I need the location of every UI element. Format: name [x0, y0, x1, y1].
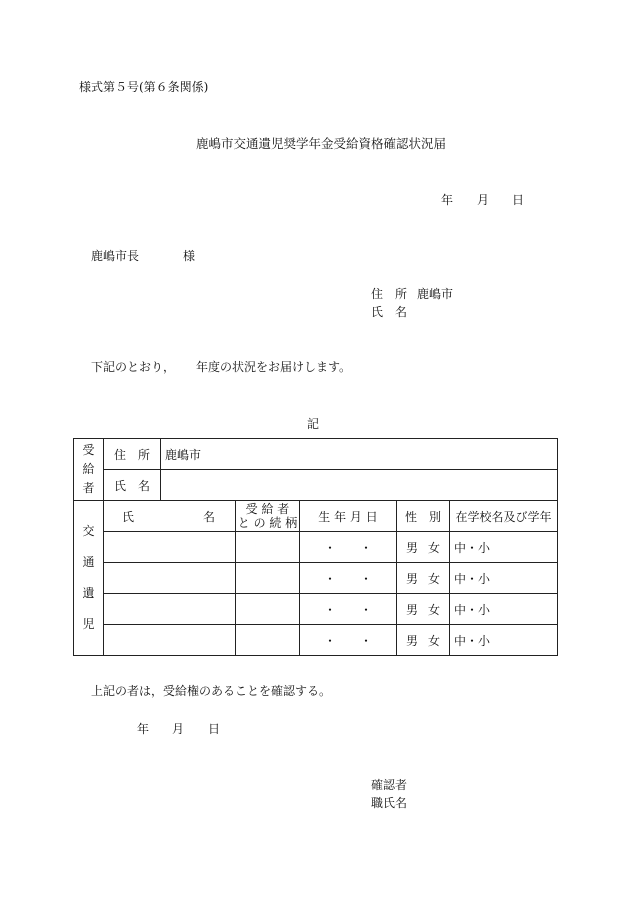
date-month-label: 月 — [477, 193, 490, 207]
child-header-char: 遺 — [82, 586, 95, 600]
table-row — [74, 625, 558, 656]
child-school-cell: 中・小 — [450, 625, 558, 656]
table-row — [74, 594, 558, 625]
addressee-honorific: 様 — [183, 249, 196, 263]
col-name-right: 名 — [202, 509, 215, 524]
col-school-header: 在学校名及び学年 — [450, 501, 558, 532]
birth-dot: ・ — [359, 571, 372, 586]
child-header-char: 児 — [82, 617, 95, 631]
recipient-header-char: 受 — [82, 443, 95, 457]
child-gender-cell — [397, 563, 450, 594]
birth-dot: ・ — [359, 602, 372, 617]
child-name-cell — [104, 625, 236, 656]
form-number: 様式第５号(第６条関係) — [79, 80, 209, 94]
child-name-cell — [104, 532, 236, 563]
confirmation-text: 上記の者は，受給権のあることを確認する。 — [91, 684, 332, 698]
child-relation-cell — [236, 563, 300, 594]
applicant-address-value: 鹿嶋市 — [417, 287, 454, 301]
gender-female: 女 — [427, 571, 440, 586]
recipient-header-char: 者 — [82, 481, 95, 495]
gender-female: 女 — [427, 602, 440, 617]
ki-label: 記 — [307, 417, 320, 431]
intro-suffix: 年度の状況をお届けします。 — [196, 360, 352, 374]
child-birth-cell — [300, 625, 397, 656]
child-header — [74, 501, 104, 656]
child-school-cell: 中・小 — [450, 563, 558, 594]
intro-prefix: 下記のとおり， — [91, 360, 176, 374]
gender-male: 男 — [405, 571, 418, 586]
recipient-name-value — [161, 470, 558, 501]
birth-dot: ・ — [359, 540, 372, 555]
confirm-date-year: 年 — [137, 722, 150, 736]
child-header-char: 交 — [82, 524, 95, 538]
child-gender-cell — [397, 594, 450, 625]
recipient-header — [74, 439, 104, 501]
title-name-label: 職氏名 — [371, 796, 408, 810]
col-relation-line2: と の 続 柄 — [237, 516, 298, 530]
confirm-date-day: 日 — [208, 722, 221, 736]
child-birth-cell — [300, 594, 397, 625]
birth-dot: ・ — [323, 540, 336, 555]
child-school-cell: 中・小 — [450, 532, 558, 563]
child-gender-cell — [397, 532, 450, 563]
applicant-address-label: 住 所 — [371, 287, 408, 301]
col-relation-line1: 受 給 者 — [245, 502, 290, 516]
page-title: 鹿嶋市交通遺児奨学年金受給資格確認状況届 — [196, 136, 447, 151]
col-relation-header — [236, 501, 300, 532]
child-gender-cell — [397, 625, 450, 656]
child-relation-cell — [236, 625, 300, 656]
child-header-char: 通 — [82, 555, 95, 569]
table-row — [74, 563, 558, 594]
confirm-date-month: 月 — [172, 722, 185, 736]
addressee-name: 鹿嶋市長 — [91, 249, 140, 263]
gender-male: 男 — [405, 602, 418, 617]
child-school-cell: 中・小 — [450, 594, 558, 625]
child-relation-cell — [236, 532, 300, 563]
child-name-cell — [104, 563, 236, 594]
col-birth-header: 生 年 月 日 — [300, 501, 397, 532]
child-birth-cell — [300, 532, 397, 563]
col-gender-header: 性 別 — [397, 501, 450, 532]
table-row — [74, 532, 558, 563]
child-birth-cell — [300, 563, 397, 594]
recipient-header-char: 給 — [82, 462, 95, 476]
child-name-cell — [104, 594, 236, 625]
gender-male: 男 — [405, 633, 418, 648]
date-day-label: 日 — [512, 193, 525, 207]
recipient-name-label: 氏 名 — [104, 470, 161, 501]
col-name-left: 氏 — [122, 509, 135, 524]
recipient-address-label: 住 所 — [104, 439, 161, 470]
col-name-header — [104, 501, 236, 532]
date-year-label: 年 — [441, 193, 454, 207]
child-relation-cell — [236, 594, 300, 625]
birth-dot: ・ — [359, 633, 372, 648]
gender-female: 女 — [427, 540, 440, 555]
confirmer-label: 確認者 — [371, 778, 408, 792]
birth-dot: ・ — [323, 602, 336, 617]
status-table — [73, 438, 558, 656]
gender-female: 女 — [427, 633, 440, 648]
recipient-address-value: 鹿嶋市 — [161, 439, 558, 470]
birth-dot: ・ — [323, 633, 336, 648]
applicant-name-label: 氏 名 — [371, 305, 408, 319]
gender-male: 男 — [405, 540, 418, 555]
birth-dot: ・ — [323, 571, 336, 586]
